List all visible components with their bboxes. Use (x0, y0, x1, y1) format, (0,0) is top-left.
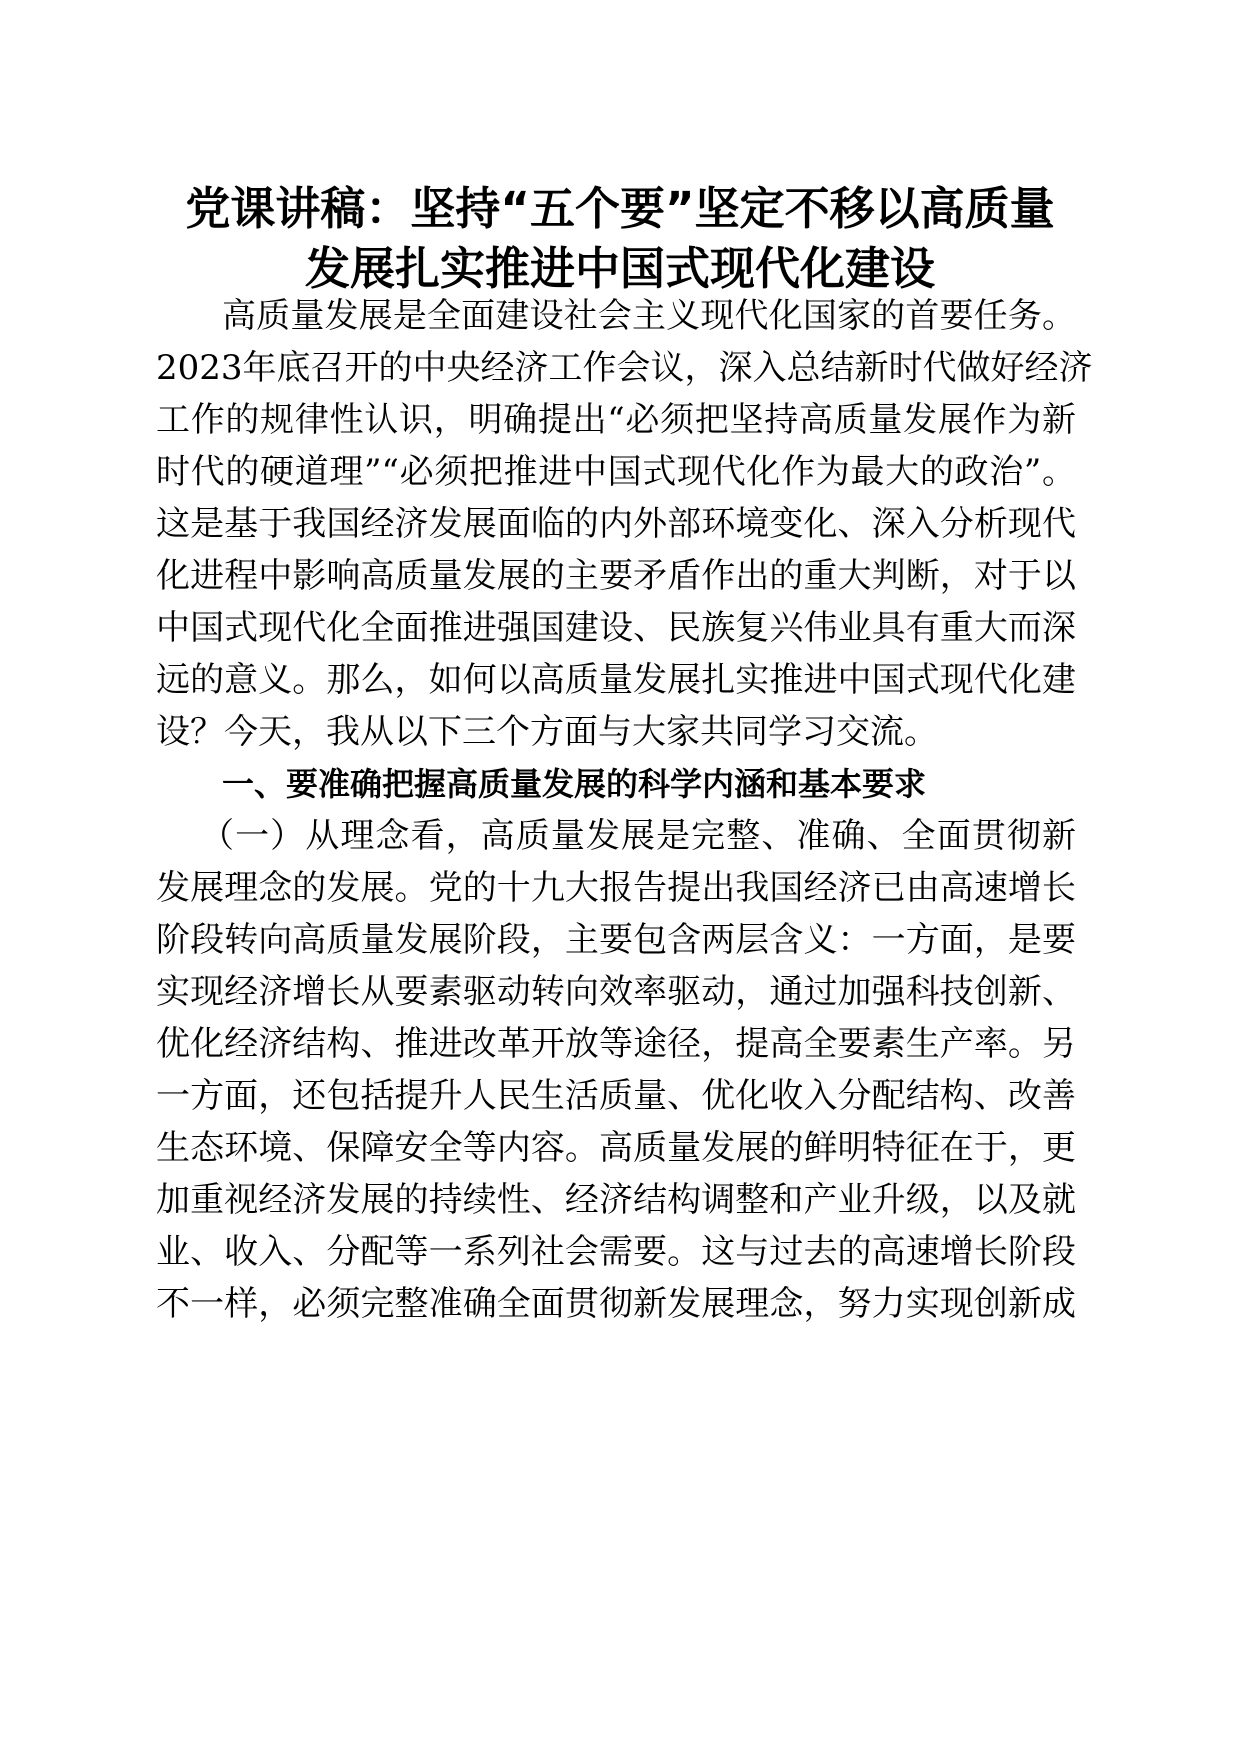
paragraph-line: 实现经济增长从要素驱动转向效率驱动，通过加强科技创新、 (156, 972, 1076, 1012)
paragraph-line: 时代的硬道理”“必须把推进中国式现代化作为最大的政治”。 (156, 452, 1076, 492)
paragraph-line: 加重视经济发展的持续性、经济结构调整和产业升级，以及就 (156, 1180, 1076, 1220)
paragraph-line: 一方面，还包括提升人民生活质量、优化收入分配结构、改善 (156, 1076, 1076, 1116)
paragraph-line: 阶段转向高质量发展阶段，主要包含两层含义：一方面，是要 (156, 920, 1076, 960)
paragraph-line: 这是基于我国经济发展面临的内外部环境变化、深入分析现代 (156, 504, 1076, 544)
paragraph-line: 生态环境、保障安全等内容。高质量发展的鲜明特征在于，更 (156, 1128, 1076, 1168)
paragraph-line: 高质量发展是全面建设社会主义现代化国家的首要任务。 (222, 296, 1076, 336)
section-heading: 一、要准确把握高质量发展的科学内涵和基本要求 (222, 765, 927, 803)
paragraph-line: 中国式现代化全面推进强国建设、民族复兴伟业具有重大而深 (156, 608, 1076, 648)
paragraph-line: 远的意义。那么，如何以高质量发展扎实推进中国式现代化建 (156, 660, 1076, 700)
paragraph-line: 业、收入、分配等一系列社会需要。这与过去的高速增长阶段 (156, 1232, 1076, 1272)
paragraph-line: 化进程中影响高质量发展的主要矛盾作出的重大判断，对于以 (156, 556, 1076, 596)
paragraph-line: 发展理念的发展。党的十九大报告提出我国经济已由高速增长 (156, 868, 1076, 908)
document-title-line-1: 党课讲稿：坚持“五个要”坚定不移以高质量 (185, 182, 1055, 235)
paragraph-line: 2023年底召开的中央经济工作会议，深入总结新时代做好经济 (156, 348, 1093, 388)
paragraph-line: 工作的规律性认识，明确提出“必须把坚持高质量发展作为新 (156, 400, 1076, 440)
paragraph-line: 不一样，必须完整准确全面贯彻新发展理念，努力实现创新成 (156, 1284, 1076, 1324)
paragraph-line: （一）从理念看，高质量发展是完整、准确、全面贯彻新 (200, 816, 1076, 856)
document-title-line-2: 发展扎实推进中国式现代化建设 (304, 242, 935, 295)
paragraph-line: 优化经济结构、推进改革开放等途径，提高全要素生产率。另 (156, 1024, 1076, 1064)
paragraph-line: 设？今天，我从以下三个方面与大家共同学习交流。 (156, 712, 938, 752)
